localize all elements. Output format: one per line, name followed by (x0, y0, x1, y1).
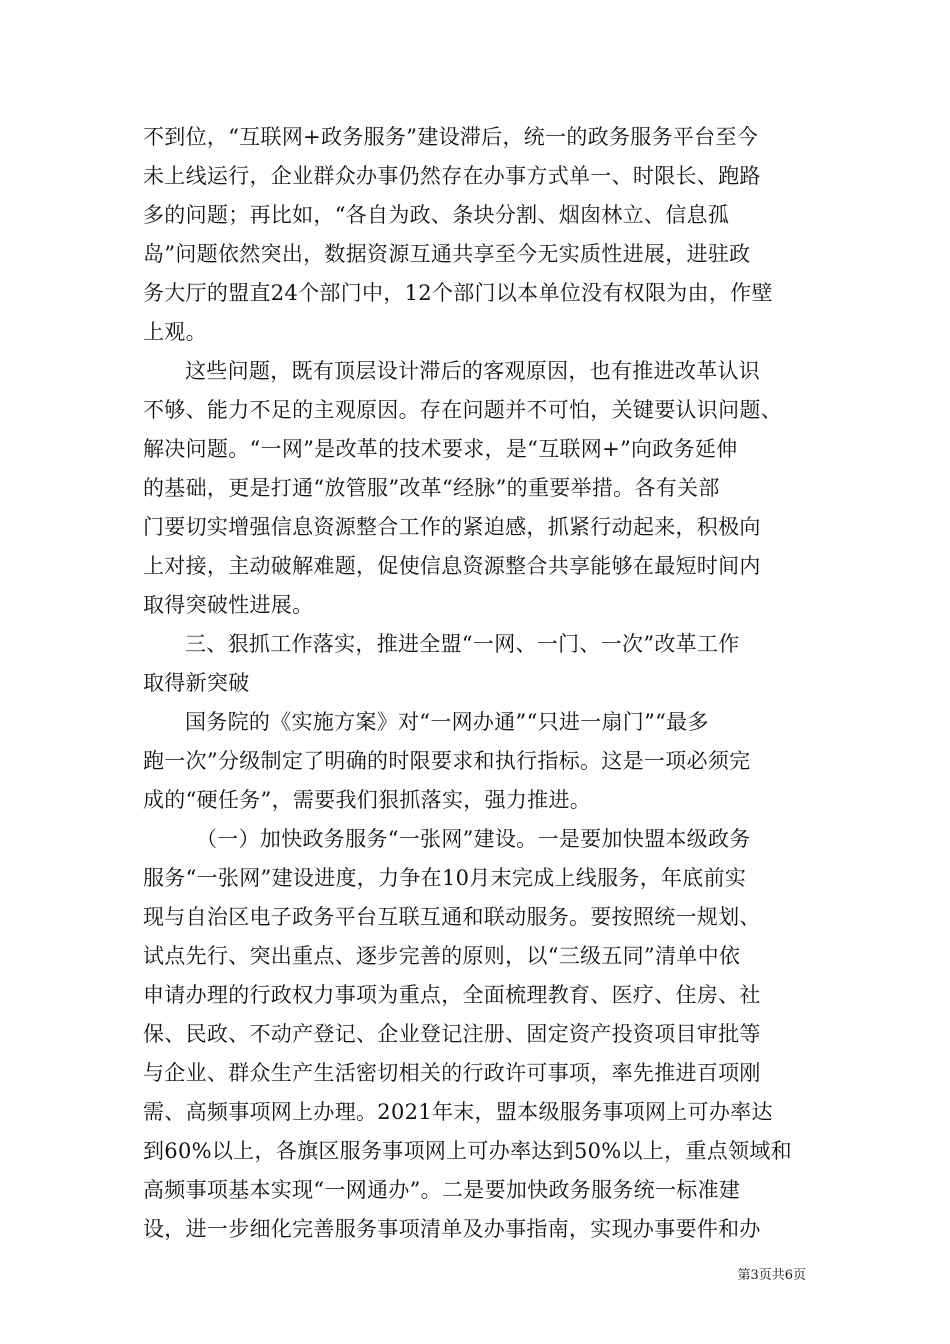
page-number: 第3页共6页 (737, 1268, 806, 1283)
paragraph-first-line: 国务院的《实施方案》对“一网办通”“只进一扇门”“最多 (185, 710, 709, 734)
subsection-heading: （一）加快政务服务“一张网”建设。一是要加快盟本级政务 (196, 827, 751, 851)
text-line: 跑一次”分级制定了明确的时限要求和执行指标。这是一项必须完 (143, 749, 751, 773)
text-line: 未上线运行，企业群众办事仍然存在办事方式单一、时限长、跑路 (143, 164, 761, 188)
text-line: 门要切实增强信息资源整合工作的紧迫感，抓紧行动起来，积极向 (143, 515, 761, 539)
text-line: 不够、能力不足的主观原因。存在问题并不可怕，关键要认识问题、 (143, 398, 782, 422)
text-line: 上对接，主动破解难题，促使信息资源整合共享能够在最短时间内 (143, 554, 761, 578)
text-line: 试点先行、突出重点、逐步完善的原则，以“三级五同”清单中依 (143, 944, 741, 968)
text-line: 的基础，更是打通“放管服”改革“经脉”的重要举措。各有关部 (143, 476, 720, 500)
text-line: 保、民政、不动产登记、企业登记注册、固定资产投资项目审批等 (143, 1022, 761, 1046)
text-line: 岛”问题依然突出，数据资源互通共享至今无实质性进展，进驻政 (143, 242, 751, 266)
text-line: 解决问题。“一网”是改革的技术要求，是“互联网+”向政务延伸 (143, 437, 738, 461)
text-line: 务大厅的盟直24个部门中，12个部门以本单位没有权限为由，作壁 (143, 281, 773, 305)
text-line: 到60%以上，各旗区服务事项网上可办率达到50%以上，重点领域和 (143, 1139, 792, 1163)
section-heading-continuation: 取得新突破 (143, 671, 250, 695)
text-line: 取得突破性进展。 (143, 593, 314, 617)
text-line: 与企业、群众生产生活密切相关的行政许可事项，率先推进百项刚 (143, 1061, 761, 1085)
document-body (143, 118, 807, 1249)
paragraph-first-line: 这些问题，既有顶层设计滞后的客观原因，也有推进改革认识 (185, 359, 761, 383)
text-line: 上观。 (143, 320, 207, 344)
text-line: 服务“一张网”建设进度，力争在10月末完成上线服务，年底前实 (143, 866, 747, 890)
text-line: 成的“硬任务”，需要我们狠抓落实，强力推进。 (143, 788, 592, 812)
text-line: 设，进一步细化完善服务事项清单及办事指南，实现办事要件和办 (143, 1217, 761, 1241)
text-line: 现与自治区电子政务平台互联互通和联动服务。要按照统一规划、 (143, 905, 761, 929)
text-line: 高频事项基本实现“一网通办”。二是要加快政务服务统一标准建 (143, 1178, 741, 1202)
text-line: 多的问题；再比如，“各自为政、条块分割、烟囱林立、信息孤 (143, 203, 730, 227)
section-heading: 三、狠抓工作落实，推进全盟“一网、一门、一次”改革工作 (185, 632, 740, 656)
text-line: 需、高频事项网上办理。2021年末，盟本级服务事项网上可办率达 (143, 1100, 773, 1124)
text-line: 不到位，“互联网+政务服务”建设滞后，统一的政务服务平台至今 (143, 125, 759, 149)
text-line: 申请办理的行政权力事项为重点，全面梳理教育、医疗、住房、社 (143, 983, 761, 1007)
